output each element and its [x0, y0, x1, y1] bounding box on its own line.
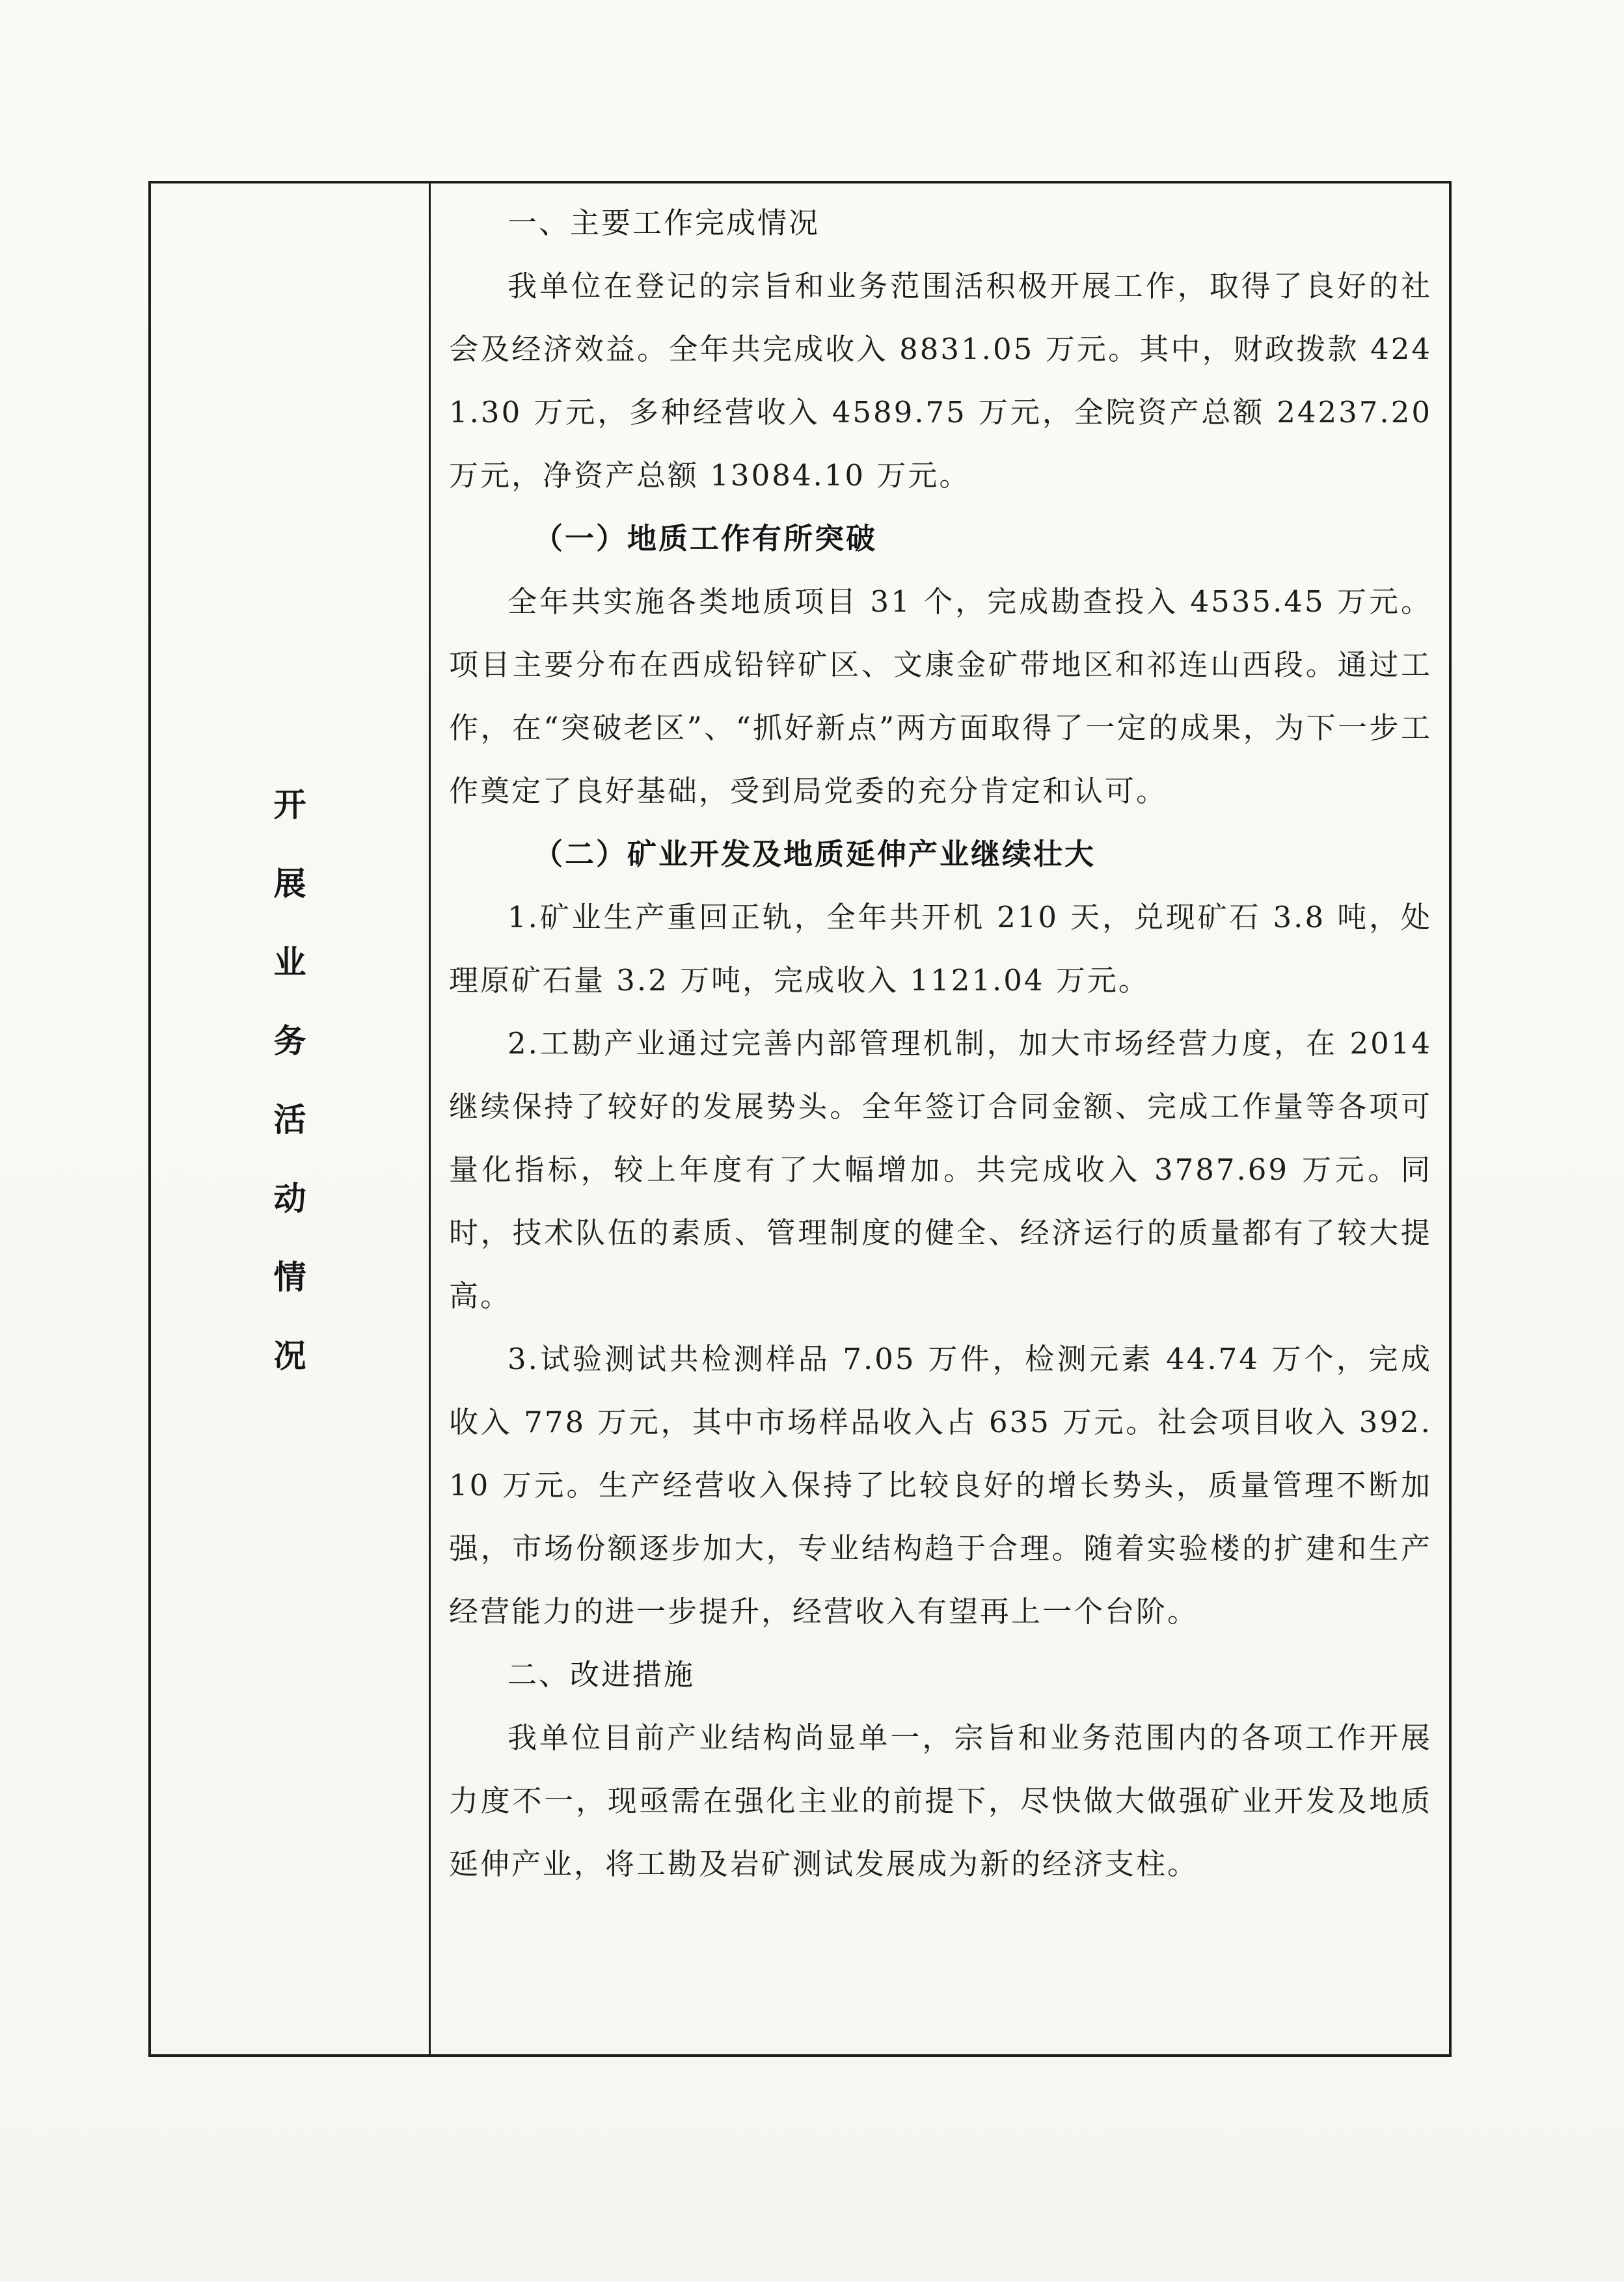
section-heading-main-work: 一、主要工作完成情况 — [508, 206, 820, 240]
label-char: 动 — [273, 1180, 306, 1217]
label-char: 况 — [273, 1337, 306, 1375]
label-char: 情 — [273, 1258, 306, 1296]
section-heading-improvements: 二、改进措施 — [508, 1657, 696, 1692]
subheading-geology: （一）地质工作有所突破 — [534, 521, 878, 556]
label-char: 展 — [273, 865, 306, 903]
paragraph-engineering-survey: 2.工勘产业通过完善内部管理机制，加大市场经营力度，在 2014 继续保持了较好的发展势头。全年签订合同金额、完成工作量等各项可量化指标，较上年度有了大幅增加。共完成收入 3787.69 万元。同时，技术队伍的素质、管理制度的健全、经济运行的质量都有了较大提高。 — [449, 1026, 1432, 1313]
label-char: 务 — [273, 1022, 306, 1060]
subheading-mining: （二）矿业开发及地质延伸产业继续壮大 — [534, 837, 1096, 871]
section-label-vertical — [151, 786, 429, 1419]
paragraph-geology: 全年共实施各类地质项目 31 个，完成勘查投入 4535.45 万元。项目主要分布在西成铅锌矿区、文康金矿带地区和祁连山西段。通过工作，在“突破老区”、“抓好新点”两方面取得了一定的成果，为下一步工作奠定了良好基础，受到局党委的充分肯定和认可。 — [449, 584, 1432, 808]
paragraph-mining-production: 1.矿业生产重回正轨，全年共开机 210 天，兑现矿石 3.8 吨，处理原矿石量 3.2 万吨，完成收入 1121.04 万元。 — [449, 900, 1432, 998]
content-column — [431, 183, 1449, 2054]
paragraph-overview: 我单位在登记的宗旨和业务范围活积极开展工作，取得了良好的社会及经济效益。全年共完成收入 8831.05 万元。其中，财政拨款 4241.30 万元，多种经营收入 4589.75 万元，全院资产总额 24237.20 万元，净资产总额 13084.10 万元。 — [449, 269, 1432, 493]
label-char: 活 — [273, 1101, 306, 1139]
label-column — [151, 183, 431, 2054]
paragraph-testing: 3.试验测试共检测样品 7.05 万件，检测元素 44.74 万个，完成收入 778 万元，其中市场样品收入占 635 万元。社会项目收入 392.10 万元。生产经营收入保持了比较良好的增长势头，质量管理不断加强，市场份额逐步加大，专业结构趋于合理。随着实验楼的扩建和生产经营能力的进一步提升，经营收入有望再上一个台阶。 — [449, 1342, 1432, 1629]
paragraph-improvements: 我单位目前产业结构尚显单一，宗旨和业务范围内的各项工作开展力度不一，现亟需在强化主业的前提下，尽快做大做强矿业开发及地质延伸产业，将工勘及岩矿测试发展成为新的经济支柱。 — [449, 1720, 1432, 1881]
label-char: 开 — [273, 786, 306, 824]
form-table — [148, 181, 1452, 2057]
label-char: 业 — [273, 944, 306, 981]
